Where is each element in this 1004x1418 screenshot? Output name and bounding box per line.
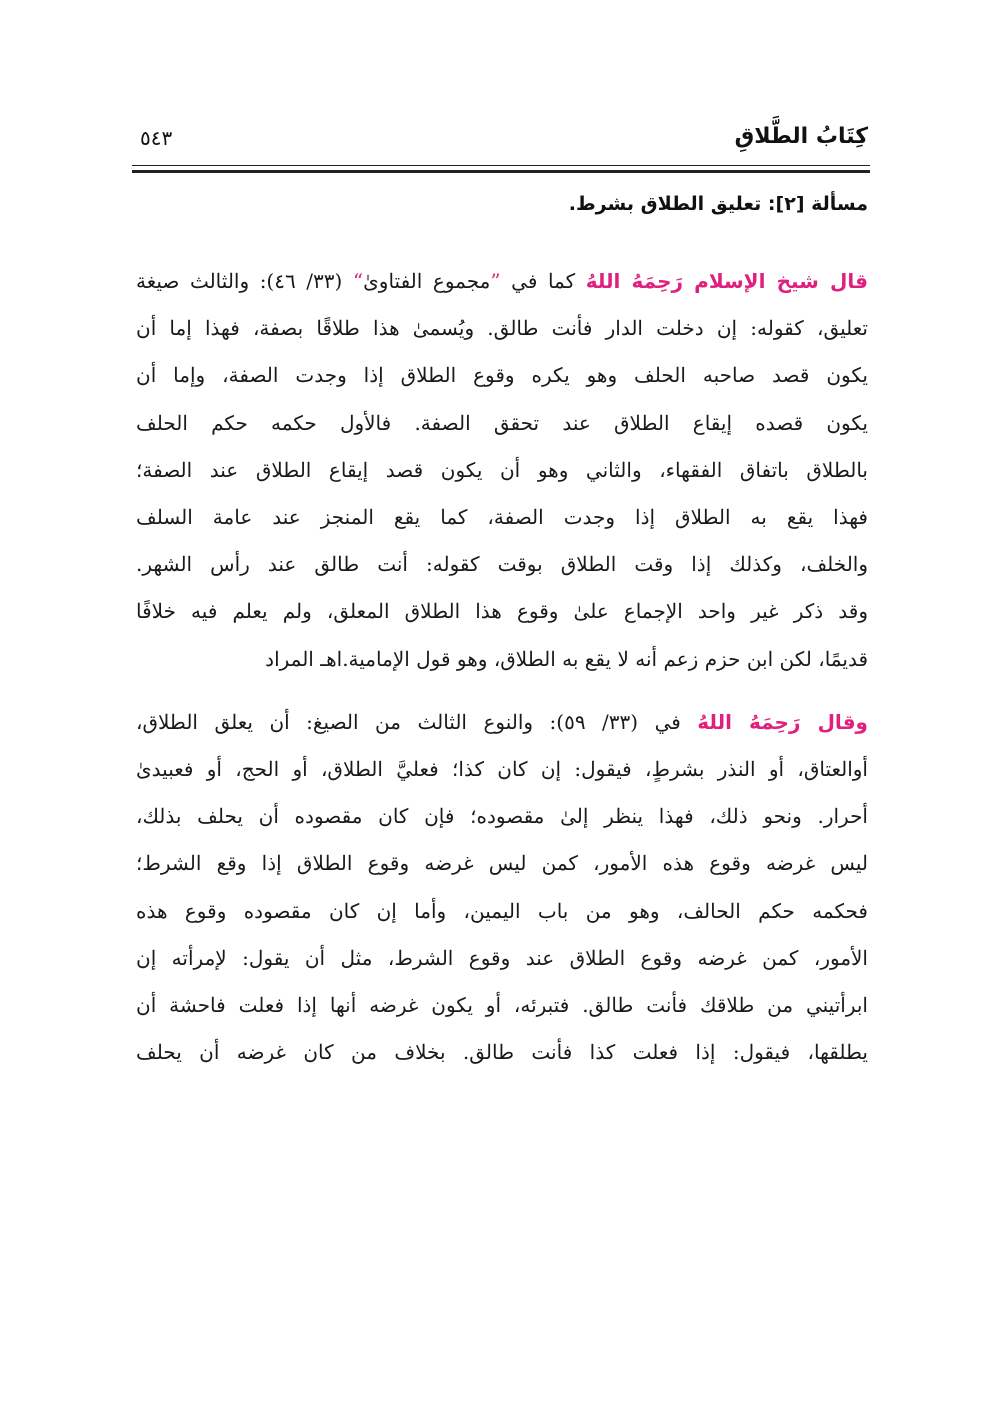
text-line: ليس غرضه وقوع هذه الأمور، كمن ليس غرضه وقوع الطلاق إذا وقع الشرط؛: [136, 851, 868, 876]
text-line: يطلقها، فيقول: إذا فعلت كذا فأنت طالق. بخلاف من كان غرضه أن يحلف: [136, 1040, 868, 1065]
chapter-title: كِتَابُ الطَّلاقِ: [734, 124, 868, 149]
text-line: وقد ذكر غير واحد الإجماع علىٰ وقوع هذا الطلاق المعلق، ولم يعلم فيه خلافًا: [136, 599, 868, 624]
text-line: أحرار. ونحو ذلك، فهذا ينظر إلىٰ مقصوده؛ فإن كان مقصوده أن يحلف بذلك،: [136, 804, 868, 829]
text-line: فحكمه حكم الحالف، وهو من باب اليمين، وأما إن كان مقصوده وقوع هذه: [136, 898, 868, 923]
speaker-attribution: وقال رَحِمَهُ اللهُ: [697, 709, 868, 734]
text-line: الأمور، كمن غرضه وقوع الطلاق عند وقوع الشرط، مثل أن يقول: لإمرأته إن: [136, 945, 868, 970]
text-line: يكون قصد صاحبه الحلف وهو يكره وقوع الطلاق إذا وجدت الصفة، وإما أن: [136, 363, 868, 388]
text-line: بالطلاق باتفاق الفقهاء، والثاني وهو أن يكون قصد إيقاع الطلاق عند الصفة؛: [136, 457, 868, 482]
header-rule-thick: [132, 170, 870, 173]
text-line: قديمًا، لكن ابن حزم زعم أنه لا يقع به الطلاق، وهو قول الإمامية.اهـ المراد: [265, 646, 868, 671]
quote-mark-open: ”: [490, 269, 501, 293]
text-line: تعليق، كقوله: إن دخلت الدار فأنت طالق. ويُسمىٰ هذا طلاقًا بصفة، فهذا إما أن: [136, 316, 868, 341]
body-text: [136, 258, 868, 1076]
header-rule-thin: [132, 165, 870, 166]
text-line: أوالعتاق، أو النذر بشرطٍ، فيقول: إن كان كذا؛ فعليَّ الطلاق، أو الحج، أو فعبيدىٰ: [136, 757, 868, 782]
text-line: فهذا يقع به الطلاق إذا وجدت الصفة، كما يقع المنجز عند عامة السلف: [136, 505, 868, 530]
quote-mark-close: “: [352, 269, 364, 293]
text-line: ابرأتيني من طلاقك فأنت طالق. فتبرئه، أو يكون غرضه أنها إذا فعلت فاحشة أن: [136, 993, 868, 1018]
paragraph: [136, 699, 868, 1077]
running-header: [136, 120, 868, 164]
text-line: وقال رَحِمَهُ اللهُ في (٣٣/ ٥٩): والنوع الثالث من الصيغ: أن يعلق الطلاق،: [136, 709, 868, 734]
text-line: يكون قصده إيقاع الطلاق عند تحقق الصفة. فالأول حكمه حكم الحلف: [136, 410, 868, 435]
cited-book-title: مجموع الفتاوىٰ: [363, 269, 491, 293]
speaker-attribution: قال شيخ الإسلام رَحِمَهُ اللهُ: [585, 269, 868, 293]
text-line: والخلف، وكذلك إذا وقت الطلاق بوقت كقوله: أنت طالق عند رأس الشهر.: [136, 552, 868, 577]
issue-title: تعليق الطلاق بشرط.: [568, 193, 762, 215]
page-number: ٥٤٣: [140, 126, 173, 150]
issue-heading: [569, 193, 868, 215]
paragraph: [136, 258, 868, 683]
issue-label: مسألة [٢]:: [767, 193, 868, 215]
text-line: قال شيخ الإسلام رَحِمَهُ اللهُ كما في ”مجموع الفتاوىٰ“ (٣٣/ ٤٦): والثالث صيغة: [136, 269, 868, 293]
